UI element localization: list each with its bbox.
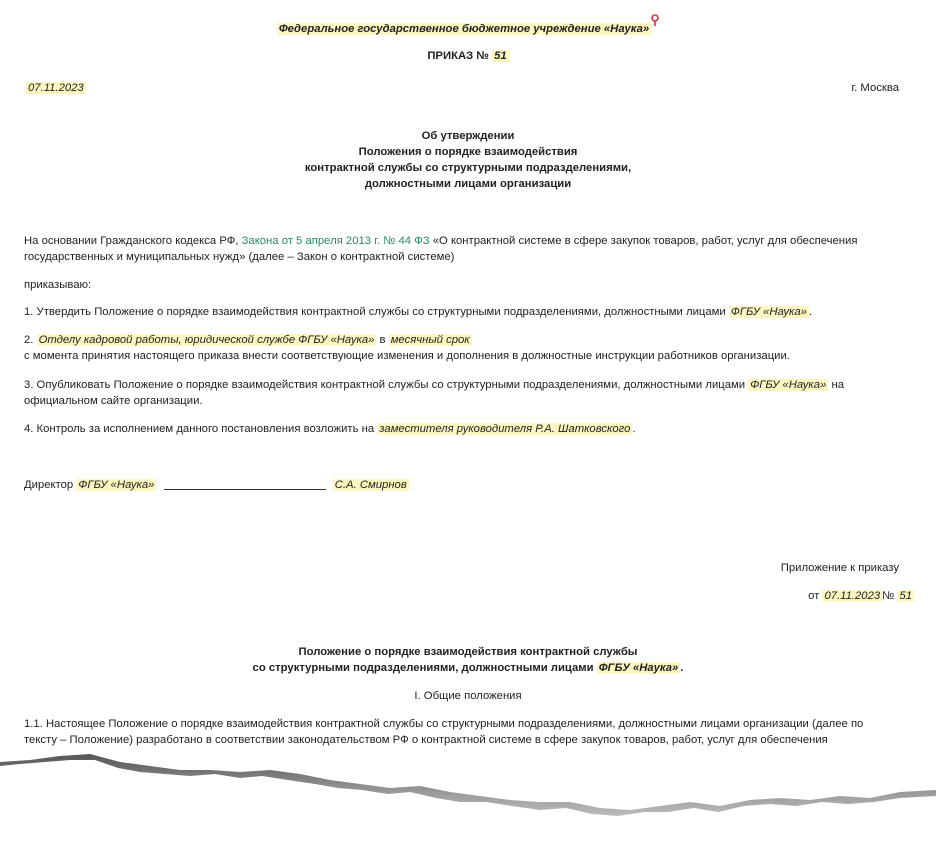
item-3-on: на: [831, 379, 845, 391]
order-date-value: 07.11.2023: [28, 82, 84, 94]
item-3-line-2: официальном сайте организации.: [24, 395, 203, 407]
signature-line: [164, 489, 326, 490]
subject-line-4: должностными лицами организации: [364, 178, 572, 190]
section-heading: I. Общие положения: [414, 690, 522, 702]
appendix-from: от: [808, 590, 820, 602]
order-subject: [0, 128, 936, 192]
signature-org: ФГБУ «Наука»: [78, 479, 155, 491]
order-title: [0, 50, 936, 62]
order-title-prefix: ПРИКАЗ №: [427, 50, 489, 62]
torn-edge: [0, 740, 936, 863]
appendix-reference: [808, 588, 914, 604]
organization-title: [0, 20, 936, 35]
item-1-org: ФГБУ «Наука»: [730, 306, 807, 318]
basis-text-1: На основании Гражданского кодекса РФ,: [24, 235, 239, 247]
appendix-paragraph-line-2: тексту – Положение) разработано в соответствии законодательством РФ о контрактной системе в сфере закупок товаров, работ, услуг для обеспечения: [24, 734, 828, 746]
order-number: 51: [494, 50, 507, 62]
item-2-in: в: [379, 334, 386, 346]
item-3-text: 3. Опубликовать Положение о порядке взаимодействия контрактной службы со структурными подразделениями, должностными лицами: [24, 379, 746, 391]
item-2-departments: Отделу кадровой работы, юридической службе ФГБУ «Наука»: [38, 334, 375, 346]
appendix-paragraph-line-1: 1.1. Настоящее Положение о порядке взаимодействия контрактной службы со структурными подразделениями, должностными лицами организации (далее по: [24, 718, 864, 730]
basis-text-2: «О контрактной системе в сфере закупок товаров, работ, услуг для обеспечения: [432, 235, 858, 247]
order-city: г. Москва: [851, 82, 899, 94]
item-4-deputy: заместителя руководителя Р.А. Шатковского: [379, 423, 631, 435]
appendix-title-org: ФГБУ «Наука»: [598, 662, 679, 674]
item-1: 1. Утвердить Положение о порядке взаимодействия контрактной службы со структурными подразделениями, должностными лицами ФГБУ «Наука» .: [24, 306, 813, 318]
law-link[interactable]: Закона от 5 апреля 2013 г. № 44 ФЗ: [241, 235, 430, 247]
appendix-title-line-1: Положение о порядке взаимодействия контрактной службы: [298, 646, 638, 658]
order-word: приказываю:: [24, 279, 92, 291]
basis-text-3: государственных и муниципальных нужд» (далее – Закон о контрактной системе): [24, 251, 455, 263]
item-1-text: 1. Утвердить Положение о порядке взаимодействия контрактной службы со структурными подразделениями, должностными лицами: [24, 306, 726, 318]
item-2: [24, 332, 914, 364]
appendix-num-sign: №: [882, 590, 895, 602]
item-4: 4. Контроль за исполнением данного постановления возложить на заместителя руководителя Р.А. Шатковского .: [24, 423, 636, 435]
signature-block: [24, 477, 409, 493]
item-3-org: ФГБУ «Наука»: [750, 379, 827, 391]
appendix-number: 51: [899, 590, 912, 602]
item-2-term: месячный срок: [390, 334, 470, 346]
item-3: [24, 377, 914, 409]
signature-role: Директор: [24, 479, 74, 491]
subject-line-1: Об утверждении: [421, 130, 515, 142]
appendix-date: 07.11.2023: [824, 590, 881, 602]
appendix-label: Приложение к приказу: [780, 562, 899, 574]
subject-line-2: Положения о порядке взаимодействия: [358, 146, 578, 158]
basis-paragraph: [24, 233, 914, 265]
item-2-line-2: с момента принятия настоящего приказа внести соответствующие изменения и дополнения в должностные инструкции работников организации.: [24, 350, 790, 362]
map-pin-icon[interactable]: [651, 14, 659, 26]
order-date: [26, 82, 86, 94]
appendix-title: Положение о порядке взаимодействия контрактной службы со структурными подразделениями, должностными лицами ФГБУ «Наука» .: [0, 644, 936, 676]
signature-name: С.А. Смирнов: [334, 479, 407, 491]
item-4-text: 4. Контроль за исполнением данного постановления возложить на: [24, 423, 375, 435]
subject-line-3: контрактной службы со структурными подразделениями,: [304, 162, 632, 174]
appendix-title-line-2: со структурными подразделениями, должностными лицами: [252, 662, 594, 674]
organization-name: Федеральное государственное бюджетное учреждение «Наука»: [278, 23, 650, 35]
item-2-num: 2.: [24, 334, 34, 346]
